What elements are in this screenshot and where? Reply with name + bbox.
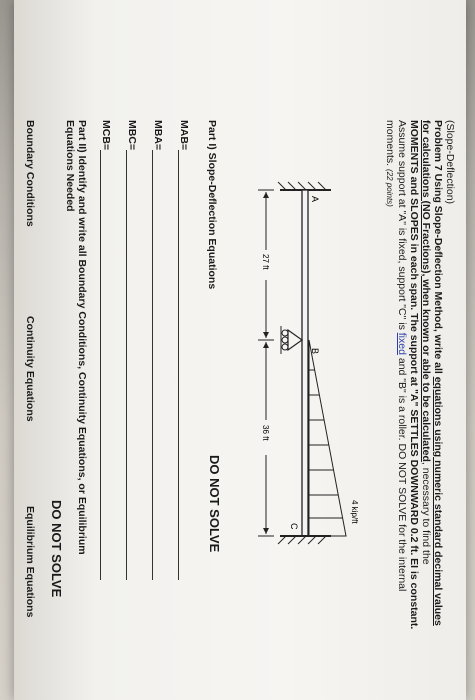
triangular-load [309, 340, 346, 536]
part1-title: Part I) Slope-Deflection Equations [206, 120, 218, 290]
problem-header: (Slope-Deflection) [444, 120, 456, 205]
worksheet-page [14, 0, 466, 700]
part2-title-line-2: Equations Needed [64, 120, 76, 212]
fixed-support-a [278, 182, 331, 190]
problem-line-1 [432, 120, 444, 626]
column-equilibrium-equations: Equilibrium Equations [24, 506, 36, 618]
problem-line-4-text: Assume support at "A" is fixed, support "C" is [396, 120, 408, 333]
eq-line-mcb[interactable] [100, 150, 101, 580]
problem-line-3: MOMENTS and SLOPES in each span. The support at "A" SETTLES DOWNWARD 0.2 ft. EI is constant. [408, 120, 420, 630]
eq-line-mab[interactable] [178, 150, 179, 580]
fixed-support-c [278, 536, 331, 544]
eq-label-mcb: MCB= [100, 120, 112, 151]
roller-support-b [281, 326, 302, 354]
label-c: C [289, 523, 299, 530]
label-b: B [310, 348, 320, 355]
eq-label-mbc: MBC= [126, 120, 138, 151]
part2-do-not-solve: DO NOT SOLVE [49, 500, 64, 598]
eq-label-mba: MBA= [152, 120, 164, 151]
problem-line-1-text: Problem 7 Using Slope-Deflection Method, write all [432, 120, 444, 377]
eq-label-mab: MAB= [178, 120, 190, 151]
label-a: A [310, 196, 320, 203]
part2-title-line-1: Part II) Identify and write all Boundary Conditions, Continuity Equations, or Equilibrium [76, 120, 88, 555]
problem-line-2-text: , necessary to find the [420, 461, 432, 565]
eq-line-mbc[interactable] [126, 150, 127, 580]
eq-line-mba[interactable] [152, 150, 153, 580]
load-label: 4 kip/ft [350, 500, 359, 524]
problem-line-2-underlined: for calculations (NO Fractions), when known or able to be calculated [420, 120, 432, 462]
beam-diagram [226, 0, 386, 700]
problem-line-4 [396, 120, 408, 591]
problem-line-5-text: moments. [384, 120, 396, 167]
beam [302, 190, 308, 536]
problem-line-4-post: and "B" is a roller. DO NOT SOLVE for the internal [396, 354, 408, 592]
column-continuity-equations: Continuity Equations [24, 316, 36, 422]
problem-line-4-fixed: fixed [396, 332, 408, 355]
problem-points: (22 points) [385, 169, 394, 207]
dimension-lines [258, 190, 274, 536]
part1-do-not-solve: DO NOT SOLVE [207, 455, 222, 553]
problem-line-2 [420, 120, 432, 565]
column-boundary-conditions: Boundary Conditions [24, 120, 36, 227]
span-bc-label: 36 ft [261, 425, 270, 441]
problem-line-1-underlined: equations using numeric standard decimal values [432, 376, 444, 626]
span-ab-label: 27 ft [261, 254, 270, 270]
